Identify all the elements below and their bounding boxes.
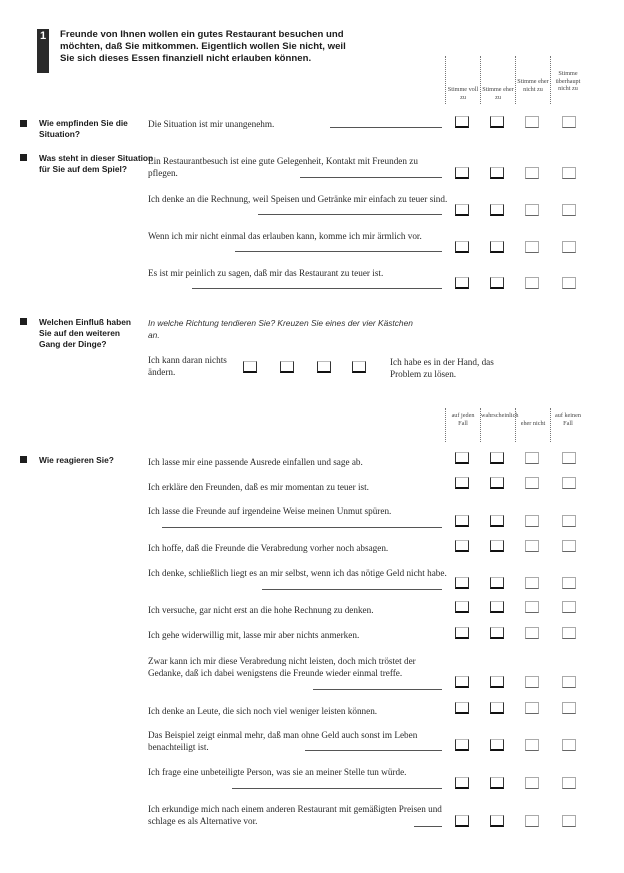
answer-checkbox[interactable] [525, 452, 539, 464]
statement-text: Das Beispiel zeigt einmal mehr, daß man ohne Geld auch sonst im Leben benachteiligt ist. [148, 730, 418, 752]
question-intro: Freunde von Ihnen wollen ein gutes Restaurant besuchen und möchten, daß Sie mitkommen. Eigentlich wollen Sie nicht, weil Sie sich dieses Essen finanziell nicht erlauben können. [60, 29, 346, 65]
scale1-header: Stimme eher nicht zu [517, 78, 549, 93]
answer-checkbox[interactable] [490, 676, 504, 688]
answer-checkbox[interactable] [490, 477, 504, 489]
answer-checkbox[interactable] [525, 627, 539, 639]
statement-text: Ich lasse mir eine passende Ausrede einfallen und sage ab. [148, 457, 363, 467]
scale2-header: auf keinen Fall [555, 412, 581, 427]
answer-line [192, 288, 442, 289]
statement-text: Wenn ich mir nicht einmal das erlauben kann, komme ich mir ärmlich vor. [148, 231, 422, 241]
tendency-checkbox[interactable] [280, 361, 294, 373]
answer-checkbox[interactable] [562, 777, 576, 789]
answer-checkbox[interactable] [490, 577, 504, 589]
statement-text: Ich gehe widerwillig mit, lasse mir aber nichts anmerken. [148, 630, 360, 640]
answer-checkbox[interactable] [562, 515, 576, 527]
answer-line [232, 788, 442, 789]
tendency-right-label: Ich habe es in der Hand, das Problem zu lösen. [390, 357, 494, 379]
answer-checkbox[interactable] [490, 627, 504, 639]
answer-checkbox[interactable] [562, 116, 576, 128]
answer-checkbox[interactable] [455, 577, 469, 589]
answer-checkbox[interactable] [562, 627, 576, 639]
answer-checkbox[interactable] [525, 739, 539, 751]
section-question: Wie reagieren Sie? [39, 455, 114, 465]
answer-checkbox[interactable] [525, 577, 539, 589]
answer-checkbox[interactable] [490, 515, 504, 527]
answer-checkbox[interactable] [490, 540, 504, 552]
answer-checkbox[interactable] [525, 815, 539, 827]
answer-checkbox[interactable] [455, 477, 469, 489]
tendency-left-label: Ich kann daran nichts ändern. [148, 355, 227, 377]
answer-checkbox[interactable] [562, 702, 576, 714]
section-bullet [20, 318, 27, 325]
scale2-header: auf jeden Fall [451, 412, 475, 427]
statement-text: Ich erkundige mich nach einem anderen Restaurant mit gemäßigten Preisen und schlage es als Alternative vor. [148, 804, 442, 826]
answer-checkbox[interactable] [562, 241, 576, 253]
answer-checkbox[interactable] [490, 277, 504, 289]
section-question: Welchen Einfluß haben Sie auf den weiteren Gang der Dinge? [39, 317, 131, 349]
answer-checkbox[interactable] [455, 676, 469, 688]
section-bullet [20, 456, 27, 463]
statement-text: Ich versuche, gar nicht erst an die hohe Rechnung zu denken. [148, 605, 374, 615]
statement-text: Zwar kann ich mir diese Verabredung nicht leisten, doch mich tröstet der Gedanke, daß ich dabei wenigstens die Freunde wieder einmal treffe. [148, 656, 416, 678]
statement-text: Ich erkläre den Freunden, daß es mir momentan zu teuer ist. [148, 482, 369, 492]
statement-text: Ich frage eine unbeteiligte Person, was sie an meiner Stelle tun würde. [148, 767, 407, 777]
answer-checkbox[interactable] [490, 241, 504, 253]
answer-checkbox[interactable] [455, 167, 469, 179]
answer-checkbox[interactable] [455, 627, 469, 639]
section-question: Was steht in dieser Situation für Sie auf dem Spiel? [39, 153, 154, 174]
answer-checkbox[interactable] [525, 777, 539, 789]
tendency-checkbox[interactable] [243, 361, 257, 373]
answer-checkbox[interactable] [490, 452, 504, 464]
answer-checkbox[interactable] [562, 204, 576, 216]
answer-checkbox[interactable] [525, 601, 539, 613]
answer-checkbox[interactable] [562, 601, 576, 613]
answer-checkbox[interactable] [525, 277, 539, 289]
answer-checkbox[interactable] [562, 676, 576, 688]
question-number: 1 [37, 29, 49, 73]
answer-checkbox[interactable] [562, 477, 576, 489]
answer-checkbox[interactable] [455, 277, 469, 289]
answer-line [262, 589, 442, 590]
scale2-header: wahrscheinlich [481, 412, 519, 419]
answer-line [258, 214, 442, 215]
answer-checkbox[interactable] [562, 167, 576, 179]
answer-line [235, 251, 442, 252]
answer-checkbox[interactable] [455, 515, 469, 527]
answer-checkbox[interactable] [490, 601, 504, 613]
statement-text: Die Situation ist mir unangenehm. [148, 119, 275, 129]
answer-checkbox[interactable] [562, 815, 576, 827]
answer-checkbox[interactable] [525, 477, 539, 489]
statement-text: Ich denke, schließlich liegt es an mir selbst, wenn ich das nötige Geld nicht habe. [148, 568, 447, 578]
answer-checkbox[interactable] [525, 515, 539, 527]
statement-text: Ich lasse die Freunde auf irgendeine Weise meinen Unmut spüren. [148, 506, 392, 516]
statement-text: Es ist mir peinlich zu sagen, daß mir das Restaurant zu teuer ist. [148, 268, 384, 278]
answer-checkbox[interactable] [455, 601, 469, 613]
answer-checkbox[interactable] [455, 815, 469, 827]
answer-checkbox[interactable] [525, 540, 539, 552]
answer-checkbox[interactable] [490, 167, 504, 179]
answer-line [414, 826, 442, 827]
answer-checkbox[interactable] [562, 540, 576, 552]
answer-line [162, 527, 442, 528]
answer-checkbox[interactable] [525, 204, 539, 216]
answer-line [305, 750, 442, 751]
answer-checkbox[interactable] [490, 116, 504, 128]
statement-text: Ich denke an die Rechnung, weil Speisen und Getränke mir einfach zu teuer sind. [148, 194, 448, 204]
answer-checkbox[interactable] [455, 702, 469, 714]
answer-checkbox[interactable] [525, 116, 539, 128]
answer-checkbox[interactable] [562, 277, 576, 289]
answer-checkbox[interactable] [562, 452, 576, 464]
scale1-header: Stimme voll zu [447, 86, 479, 101]
answer-checkbox[interactable] [490, 204, 504, 216]
tendency-checkbox[interactable] [317, 361, 331, 373]
answer-checkbox[interactable] [490, 815, 504, 827]
answer-checkbox[interactable] [455, 540, 469, 552]
statement-text: Ein Restaurantbesuch ist eine gute Gelegenheit, Kontakt mit Freunden zu pflegen. [148, 156, 418, 178]
answer-checkbox[interactable] [455, 452, 469, 464]
answer-checkbox[interactable] [490, 777, 504, 789]
scale1-header: Stimme eher zu [482, 86, 514, 101]
statement-text: Ich hoffe, daß die Freunde die Verabredung vorher noch absagen. [148, 543, 389, 553]
answer-checkbox[interactable] [455, 116, 469, 128]
answer-checkbox[interactable] [490, 702, 504, 714]
answer-line [300, 177, 442, 178]
section-question: Wie empfinden Sie die Situation? [39, 118, 128, 139]
answer-checkbox[interactable] [562, 739, 576, 751]
answer-checkbox[interactable] [525, 676, 539, 688]
scale2-header: eher nicht [520, 420, 546, 427]
answer-checkbox[interactable] [455, 739, 469, 751]
answer-checkbox[interactable] [525, 167, 539, 179]
scale1-header: Stimme überhaupt nicht zu [555, 70, 581, 92]
answer-checkbox[interactable] [525, 702, 539, 714]
answer-checkbox[interactable] [455, 241, 469, 253]
statement-text: Ich denke an Leute, die sich noch viel weniger leisten können. [148, 706, 378, 716]
answer-checkbox[interactable] [490, 739, 504, 751]
answer-checkbox[interactable] [525, 241, 539, 253]
answer-checkbox[interactable] [562, 577, 576, 589]
answer-checkbox[interactable] [455, 777, 469, 789]
answer-line [330, 127, 442, 128]
section-bullet [20, 154, 27, 161]
instruction-text: In welche Richtung tendieren Sie? Kreuzen Sie eines der vier Kästchen an. [148, 318, 413, 340]
section-bullet [20, 120, 27, 127]
answer-line [313, 689, 442, 690]
tendency-checkbox[interactable] [352, 361, 366, 373]
answer-checkbox[interactable] [455, 204, 469, 216]
